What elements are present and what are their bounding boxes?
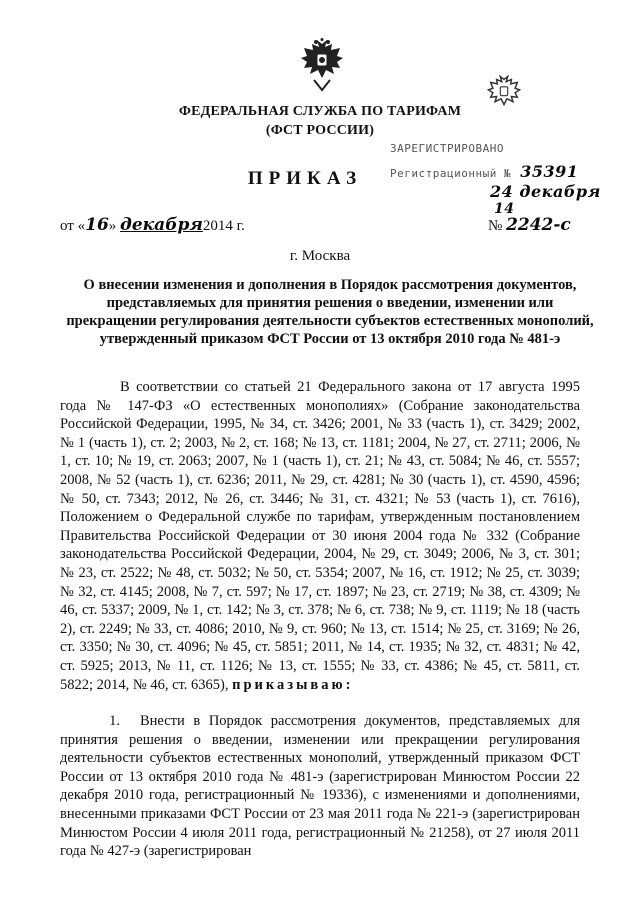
order-date-line: [60, 215, 245, 235]
coat-of-arms-icon: [298, 38, 346, 92]
clause-number: 1.: [109, 713, 120, 729]
number-prefix: №: [488, 218, 503, 234]
stamp-emblem-icon: [486, 75, 522, 115]
order-number-line: [488, 215, 571, 235]
city: г. Москва: [289, 248, 351, 264]
document-type-heading: ПРИКАЗ: [247, 168, 363, 189]
document-title: О внесении изменения и дополнения в Порядок рассмотрения документов, представляемых для принятия решения о введении, изменении или прекращении регулирования деятельности субъектов естественных монополий, утвержденный приказом ФСТ России от 13 октября 2010 года № 481-э: [66, 277, 594, 347]
stamp-reg-label-text: Регистрационный №: [390, 167, 512, 180]
order-number: 2242-с: [506, 215, 571, 235]
date-month: декабря: [120, 215, 203, 235]
organization-abbreviation: (ФСТ РОССИИ): [265, 123, 375, 138]
clause-1-paragraph: [60, 712, 580, 861]
preamble-text: В соответствии со статьей 21 Федерального закона от 17 августа 1995 года № 147-ФЗ «О естественных монополиях» (Собрание законодательства Российской Федерации, 1995, № 34, ст. 3426; 2001, № 33 (часть 1), ст. 3429; 2002, № 1 (часть 1), ст. 2; 2003, № 2, ст. 168; № 13, ст. 1181; 2004, № 27, ст. 2711; 2006, № 1, ст. 10; № 19, ст. 2063; 2007, № 1 (часть 1), ст. 21; № 43, ст. 5084; № 46, ст. 5557; 2008, № 52 (часть 1), ст. 6236; 2011, № 29, ст. 4281; № 30 (часть 1), ст. 4590, 4596; № 50, ст. 7343; 2012, № 26, ст. 3446; № 31, ст. 4321; № 53 (часть 1), ст. 7616), Положением о Федеральной службе по тарифам, утвержденным постановлением Правительства Российской Федерации от 30 июня 2004 года № 332 (Собрание законодательства Российской Федерации, 2004, № 29, ст. 3049; 2006, № 3, ст. 301; № 23, ст. 2522; № 48, ст. 5032; № 50, ст. 5354; 2007, № 16, ст. 1912; № 25, ст. 3039; № 32, ст. 4145; 2008, № 7, ст. 597; № 17, ст. 1897; № 23, ст. 2719; № 38, ст. 4309; № 46, ст. 5337; 2009, № 1, ст. 142; № 3, ст. 378; № 6, ст. 738; № 9, ст. 1119; № 18 (часть 2), ст. 2249; № 33, ст. 4086; 2010, № 9, ст. 960; № 13, ст. 1514; № 25, ст. 3169; № 26, ст. 3350; № 30, ст. 4096; № 45, ст. 5851; 2011, № 14, ст. 1935; № 32, ст. 4831; № 42, ст. 5925; 2013, № 11, ст. 1126; № 13, ст. 1555; № 33, ст. 4386; № 45, ст. 5811, ст. 5822; 2014, № 46, ст. 6365),: [60, 379, 580, 693]
stamp-date-text: 24 декабря: [490, 182, 601, 201]
stamp-date-year: 14: [494, 201, 515, 217]
clause-1-text: Внести в Порядок рассмотрения документов, представляемых для принятия решения о введении, изменении или прекращении регулирования деятельности субъектов естественных монополий, утвержденный приказом ФСТ России от 13 октября 2010 года № 481-э (зарегистрирован Минюстом России 22 декабря 2010 года, регистрационный № 19336), с изменениями и дополнениями, внесенными приказами ФСТ России от 23 мая 2011 года № 221-э (зарегистрирован Минюстом России 4 июля 2011 года, регистрационный № 21258), от 27 июля 2011 года № 427-э (зарегистрирован: [60, 713, 580, 860]
organization-name: ФЕДЕРАЛЬНАЯ СЛУЖБА ПО ТАРИФАМ: [178, 104, 462, 119]
stamp-registered-label: ЗАРЕГИСТРИРОВАНО: [390, 142, 504, 155]
date-day: 16: [85, 215, 109, 235]
date-prefix: от «: [60, 218, 86, 234]
date-year: 2014 г.: [202, 218, 245, 234]
preamble-paragraph: [60, 378, 580, 694]
registration-stamp: [386, 128, 614, 217]
order-verb: приказываю:: [232, 676, 354, 693]
date-quote: »: [108, 218, 117, 234]
stamp-reg-number: 35391: [520, 162, 579, 181]
